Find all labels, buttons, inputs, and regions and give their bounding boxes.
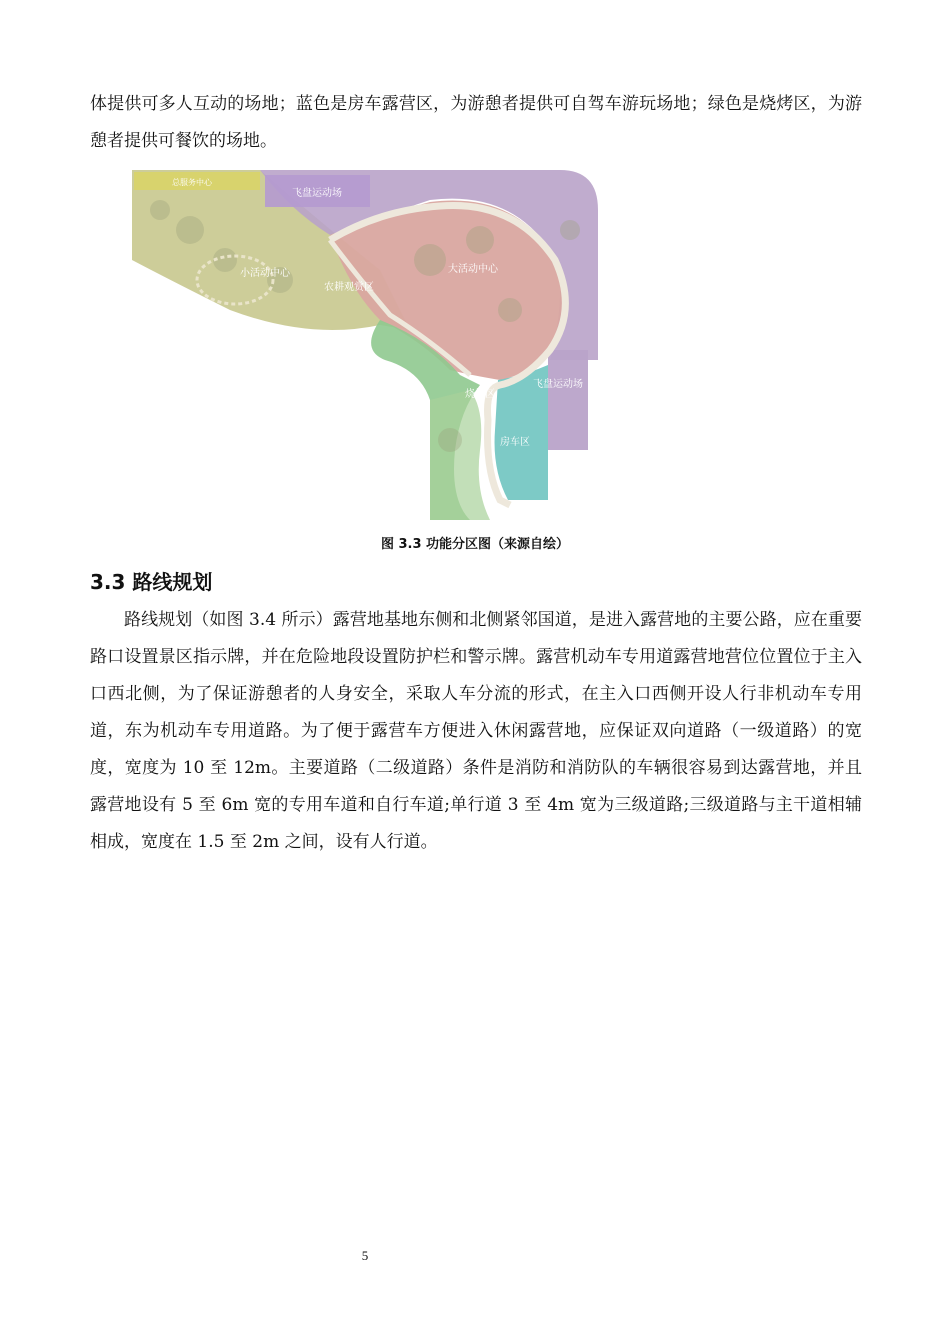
zoning-map-svg	[130, 170, 600, 520]
label-small-activity: 小活动中心	[240, 268, 290, 279]
label-farming: 农耕观赏区	[324, 282, 374, 293]
label-frisbee-top: 飞盘运动场	[292, 188, 342, 199]
intro-paragraph: 体提供可多人互动的场地；蓝色是房车露营区，为游憩者提供可自驾车游玩场地；绿色是烧烤区，为游憩者提供可餐饮的场地。	[90, 94, 862, 151]
figure-caption: 图 3.3 功能分区图（来源自绘）	[380, 537, 570, 552]
label-rv: 房车区	[500, 437, 530, 448]
label-service-center: 总服务中心	[172, 178, 212, 187]
functional-zoning-map	[130, 170, 600, 520]
frisbee-right-zone	[548, 350, 588, 450]
section-body: 路线规划（如图 3.4 所示）露营地基地东侧和北侧紧邻国道，是进入露营地的主要公路，应在重要路口设置景区指示牌，并在危险地段设置防护栏和警示牌。露营机动车专用道露营地营位位置位于主入口西北侧，为了保证游憩者的人身安全，采取人车分流的形式，在主入口西侧开设人行非机动车专用道，东为机动车专用道路。为了便于露营车方便进入休闲露营地，应保证双向道路（一级道路）的宽度，宽度为 10 至 12m。主要道路（二级道路）条件是消防和消防队的车辆很容易到达露营地，并且露营地设有 5 至 6m 宽的专用车道和自行车道;单行道 3 至 4m 宽为三级道路;三级道路与主干道相辅相成，宽度在 1.5 至 2m 之间，设有人行道。	[90, 610, 862, 852]
label-big-activity: 大活动中心	[448, 264, 498, 275]
label-bbq: 烧烤区	[465, 389, 495, 400]
label-frisbee-right: 飞盘运动场	[533, 379, 583, 390]
page-number: 5	[361, 1248, 369, 1263]
section-heading: 3.3 路线规划	[90, 570, 213, 594]
